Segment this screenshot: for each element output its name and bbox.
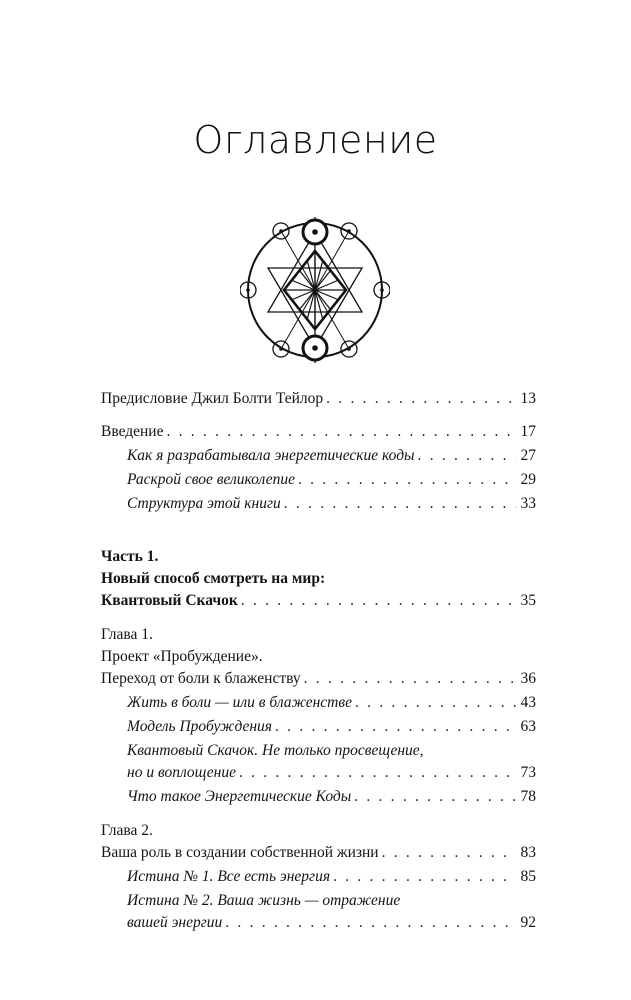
toc-entry-chapter2[interactable] [101,842,536,864]
toc-entry-intro-3[interactable] [101,493,536,515]
dot-leader [354,786,515,808]
toc-title: Как я разрабатывала энергетические коды [127,447,415,464]
toc-title: Раскрой свое великолепие [127,471,295,488]
toc-title-line: Квантовый Скачок. Не только просвещение, [127,742,424,759]
toc-page-number: 63 [520,718,536,735]
sacred-geometry-emblem-icon [240,215,390,365]
toc-entry-preface[interactable] [101,388,536,410]
toc-title-line: Истина № 2. Ваша жизнь — отражение [127,892,401,909]
toc-title: Модель Пробуждения [127,718,272,735]
toc-page-number: 85 [520,868,536,885]
toc-title: Что такое Энергетические Коды [127,788,352,805]
toc-page-number: 33 [520,495,536,512]
dot-leader [241,590,516,612]
dot-leader [166,421,515,443]
toc-entry-ch1-1[interactable] [101,692,536,714]
dot-leader [304,668,516,690]
toc-title: Структура этой книги [127,495,281,512]
toc-title: но и воплощение [127,764,236,781]
toc-page-number: 13 [520,390,536,407]
toc-title: Переход от боли к блаженству [101,670,301,687]
dot-leader [298,469,516,491]
toc-page-number: 43 [520,694,536,711]
toc-page-number: 92 [520,914,536,931]
toc-title: Жить в боли — или в блаженстве [127,694,352,711]
toc-entry-chapter1[interactable] [101,668,536,690]
toc-page-number: 29 [520,471,536,488]
dot-leader [418,445,516,467]
chapter-label: Глава 1. [101,626,153,643]
toc-title: Ваша роль в создании собственной жизни [101,844,379,861]
page-title: Оглавление [193,118,438,162]
toc-page-number: 73 [520,764,536,781]
toc-entry-intro[interactable] [101,421,536,443]
dot-leader [355,692,516,714]
dot-leader [225,912,515,934]
toc-entry-ch1-4[interactable] [101,786,536,808]
toc-page-number: 35 [520,592,536,609]
toc-entry-ch2-1[interactable] [101,866,536,888]
chapter-title: Проект «Пробуждение». [101,648,263,665]
dot-leader [326,388,515,410]
dot-leader [333,866,515,888]
toc-entry-ch1-2[interactable] [101,716,536,738]
toc-page-number: 27 [520,447,536,464]
part-title: Новый способ смотреть на мир: [101,570,326,587]
toc-title: Квантовый Скачок [101,592,238,609]
dot-leader [239,762,516,784]
toc-entry-part1[interactable] [101,590,536,612]
dot-leader [382,842,516,864]
toc-page-number: 36 [520,670,536,687]
toc-entry-intro-2[interactable] [101,469,536,491]
toc-title: Предисловие Джил Болти Тейлор [101,390,324,407]
toc-page-number: 83 [520,844,536,861]
dot-leader [284,493,516,515]
table-of-contents [101,388,536,934]
toc-title: Введение [101,423,164,440]
part-label: Часть 1. [101,548,159,565]
toc-entry-ch2-2[interactable] [101,912,536,934]
dot-leader [275,716,516,738]
toc-page-number: 17 [520,423,536,440]
toc-title: Истина № 1. Все есть энергия [127,868,331,885]
toc-title: вашей энергии [127,914,223,931]
toc-entry-ch1-3[interactable] [101,762,536,784]
chapter-label: Глава 2. [101,822,153,839]
toc-page-number: 78 [520,788,536,805]
toc-entry-intro-1[interactable] [101,445,536,467]
